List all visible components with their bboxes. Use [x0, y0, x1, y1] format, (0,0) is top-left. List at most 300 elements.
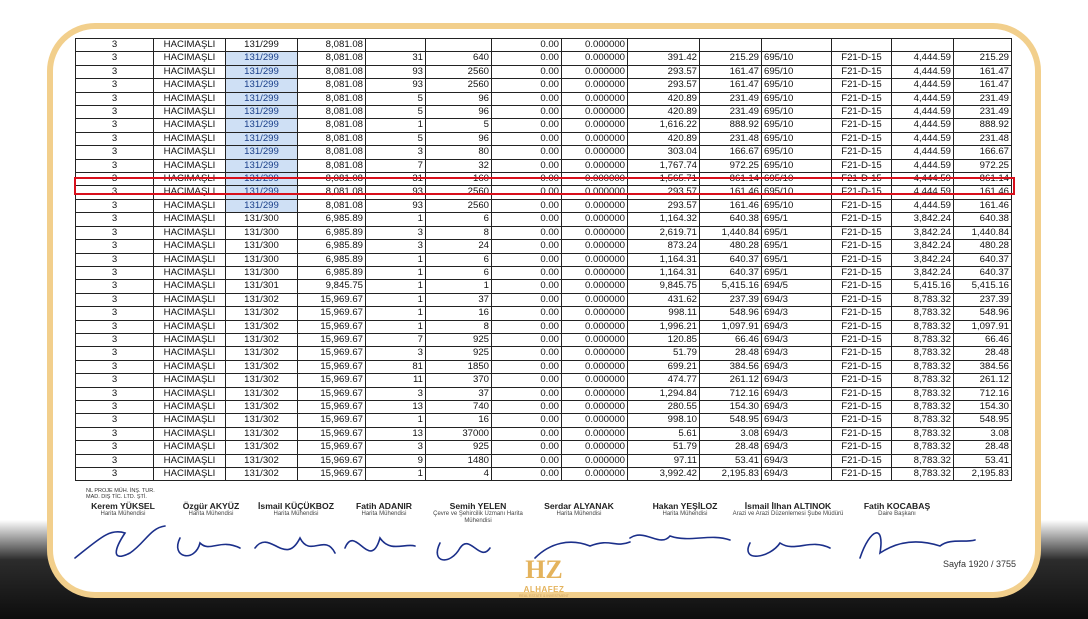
table-cell: 0.00	[492, 79, 562, 92]
table-cell: 0.000000	[562, 240, 628, 253]
table-cell: HACIMAŞLI	[154, 92, 226, 105]
table-cell: 548.96	[700, 307, 762, 320]
table-cell: 8,783.32	[892, 454, 954, 467]
table-cell: 131/302	[226, 347, 298, 360]
table-cell: F21-D-15	[832, 146, 892, 159]
table-cell: F21-D-15	[832, 320, 892, 333]
table-cell: 81	[366, 360, 426, 373]
table-row	[76, 106, 1012, 119]
table-cell: 120.85	[628, 333, 700, 346]
table-cell: 3	[76, 213, 154, 226]
table-cell: 1,996.21	[628, 320, 700, 333]
table-cell: HACIMAŞLI	[154, 280, 226, 293]
table-cell: 0.00	[492, 280, 562, 293]
signer: Fatih KOCABAŞ Daire Başkanı	[863, 501, 931, 517]
table-cell: 5	[366, 106, 426, 119]
table-cell: 640.38	[700, 213, 762, 226]
table-cell: 6,985.89	[298, 226, 366, 239]
table-cell: 131/302	[226, 387, 298, 400]
table-cell: 161.46	[700, 186, 762, 199]
table-row	[76, 360, 1012, 373]
table-cell: 2560	[426, 65, 492, 78]
table-cell: 51.79	[628, 347, 700, 360]
table-cell: 7	[366, 159, 426, 172]
table-cell: 15,969.67	[298, 347, 366, 360]
table-cell: 1	[366, 468, 426, 481]
table-cell: 0.00	[492, 454, 562, 467]
table-cell: 28.48	[954, 347, 1012, 360]
table-cell: 53.41	[700, 454, 762, 467]
table-cell: 3	[76, 320, 154, 333]
table-row	[76, 79, 1012, 92]
table-row-partial	[76, 39, 1012, 52]
table-row	[76, 441, 1012, 454]
table-cell: 15,969.67	[298, 427, 366, 440]
table-cell: 695/1	[762, 226, 832, 239]
table-cell: 93	[366, 65, 426, 78]
table-cell: 4,444.59	[892, 119, 954, 132]
table-cell: 6	[426, 213, 492, 226]
table-cell: 0.00	[492, 293, 562, 306]
table-cell: F21-D-15	[832, 52, 892, 65]
table-cell: HACIMAŞLI	[154, 427, 226, 440]
table-cell: 2560	[426, 199, 492, 212]
table-cell: 28.48	[954, 441, 1012, 454]
table-cell: 280.55	[628, 400, 700, 413]
table-cell: 0.000000	[562, 454, 628, 467]
table-cell: 6,985.89	[298, 266, 366, 279]
table-cell: 8,081.08	[298, 132, 366, 145]
table-cell: F21-D-15	[832, 454, 892, 467]
table-cell: 8,783.32	[892, 387, 954, 400]
table-cell: 15,969.67	[298, 441, 366, 454]
table-cell: 261.12	[954, 374, 1012, 387]
table-cell: 4,444.59	[892, 106, 954, 119]
table-cell: 1	[366, 253, 426, 266]
table-cell: 3	[76, 293, 154, 306]
table-row	[76, 333, 1012, 346]
table-row	[76, 280, 1012, 293]
signature-stroke	[345, 538, 415, 551]
table-cell: 131/300	[226, 213, 298, 226]
table-cell: 861.14	[954, 173, 1012, 186]
table-cell: 3	[76, 427, 154, 440]
table-cell: 0.000000	[562, 119, 628, 132]
table-cell: 15,969.67	[298, 400, 366, 413]
table-cell: 5,415.16	[700, 280, 762, 293]
table-cell: 695/1	[762, 253, 832, 266]
table-cell	[426, 39, 492, 52]
table-cell: HACIMAŞLI	[154, 414, 226, 427]
table-cell: 740	[426, 400, 492, 413]
table-cell: 925	[426, 347, 492, 360]
table-cell: HACIMAŞLI	[154, 253, 226, 266]
table-cell: 8,783.32	[892, 441, 954, 454]
table-cell: 131/300	[226, 266, 298, 279]
table-cell: 0.000000	[562, 427, 628, 440]
signature-stroke	[75, 526, 165, 558]
table-cell: 0.000000	[562, 387, 628, 400]
table-cell: 694/5	[762, 280, 832, 293]
table-cell: HACIMAŞLI	[154, 293, 226, 306]
table-cell: 4,444.59	[892, 132, 954, 145]
table-cell: 161.47	[700, 79, 762, 92]
table-cell: 131/300	[226, 240, 298, 253]
table-cell: F21-D-15	[832, 173, 892, 186]
table-cell: 0.000000	[562, 307, 628, 320]
table-cell: 231.48	[954, 132, 1012, 145]
document-sheet	[75, 38, 1013, 481]
table-row	[76, 240, 1012, 253]
table-cell: 231.49	[700, 106, 762, 119]
table-cell: 37000	[426, 427, 492, 440]
table-cell: 4,444.59	[892, 79, 954, 92]
table-cell: 131/300	[226, 253, 298, 266]
table-cell: 0.000000	[562, 414, 628, 427]
table-cell: 3.08	[954, 427, 1012, 440]
table-cell: 15,969.67	[298, 333, 366, 346]
table-cell: 1850	[426, 360, 492, 373]
table-cell: 15,969.67	[298, 293, 366, 306]
table-cell: 1	[366, 280, 426, 293]
table-cell: F21-D-15	[832, 307, 892, 320]
table-row	[76, 159, 1012, 172]
table-cell: 0.00	[492, 374, 562, 387]
table-row	[76, 132, 1012, 145]
table-cell: 0.000000	[562, 199, 628, 212]
signature-stroke	[748, 543, 830, 556]
table-cell: HACIMAŞLI	[154, 374, 226, 387]
table-cell: 15,969.67	[298, 320, 366, 333]
table-row	[76, 213, 1012, 226]
table-cell: F21-D-15	[832, 119, 892, 132]
table-cell: 925	[426, 441, 492, 454]
table-cell: 0.000000	[562, 253, 628, 266]
table-cell: 3	[366, 441, 426, 454]
table-cell: 370	[426, 374, 492, 387]
table-cell: 4,444.59	[892, 65, 954, 78]
table-cell: 15,969.67	[298, 360, 366, 373]
table-cell: 0.00	[492, 132, 562, 145]
table-cell: 96	[426, 106, 492, 119]
table-cell: 0.000000	[562, 132, 628, 145]
table-cell: 237.39	[700, 293, 762, 306]
table-cell: 1,440.84	[954, 226, 1012, 239]
table-cell: 131/299	[226, 199, 298, 212]
logo-mark: HZ	[525, 555, 563, 584]
table-cell	[700, 39, 762, 52]
parcel-table	[75, 38, 1012, 481]
table-cell: HACIMAŞLI	[154, 159, 226, 172]
table-cell: 0.00	[492, 468, 562, 481]
table-cell: 640.37	[954, 253, 1012, 266]
table-row	[76, 92, 1012, 105]
table-cell: 0.00	[492, 39, 562, 52]
table-cell: 293.57	[628, 65, 700, 78]
table-cell: 1	[366, 213, 426, 226]
table-cell: 8,783.32	[892, 347, 954, 360]
table-cell	[954, 39, 1012, 52]
table-cell: 384.56	[954, 360, 1012, 373]
table-cell: 1,767.74	[628, 159, 700, 172]
table-cell: 66.46	[700, 333, 762, 346]
table-cell: F21-D-15	[832, 347, 892, 360]
table-cell: 3	[76, 79, 154, 92]
table-cell: 161.46	[954, 186, 1012, 199]
table-cell: 888.92	[700, 119, 762, 132]
table-cell: 131/301	[226, 280, 298, 293]
table-row	[76, 186, 1012, 199]
table-cell: 131/302	[226, 441, 298, 454]
table-cell: 0.000000	[562, 360, 628, 373]
signature-stroke	[437, 543, 490, 560]
table-cell: 0.000000	[562, 293, 628, 306]
table-cell: 8,783.32	[892, 360, 954, 373]
table-cell: 3	[76, 307, 154, 320]
table-cell: 0.00	[492, 159, 562, 172]
table-cell: F21-D-15	[832, 441, 892, 454]
table-cell: 131/302	[226, 400, 298, 413]
table-cell: 695/10	[762, 65, 832, 78]
table-cell: 1480	[426, 454, 492, 467]
table-cell: 3	[76, 347, 154, 360]
table-row	[76, 347, 1012, 360]
table-cell: 0.000000	[562, 65, 628, 78]
table-cell: 3	[76, 374, 154, 387]
table-cell: 3	[76, 65, 154, 78]
signer: Semih YELEN Çevre ve Şehircilik Uzmanı Harita Mühendisi	[433, 501, 523, 524]
table-cell: 131/302	[226, 307, 298, 320]
table-cell: HACIMAŞLI	[154, 347, 226, 360]
table-cell: F21-D-15	[832, 427, 892, 440]
table-row	[76, 400, 1012, 413]
table-cell: 3	[76, 92, 154, 105]
table-cell: 0.000000	[562, 106, 628, 119]
table-cell: F21-D-15	[832, 266, 892, 279]
table-cell: 1,164.32	[628, 213, 700, 226]
table-cell: 80	[426, 146, 492, 159]
table-cell: 7	[366, 333, 426, 346]
table-cell: 131/299	[226, 92, 298, 105]
table-cell: 925	[426, 333, 492, 346]
table-row	[76, 293, 1012, 306]
table-cell: 695/10	[762, 92, 832, 105]
table-cell: 0.00	[492, 106, 562, 119]
table-cell: 998.11	[628, 307, 700, 320]
table-cell: 0.000000	[562, 320, 628, 333]
logo-brand: ALHAFEZ	[523, 585, 565, 594]
table-row	[76, 374, 1012, 387]
table-cell: 231.48	[700, 132, 762, 145]
table-cell: 694/3	[762, 320, 832, 333]
table-cell: 4,444.59	[892, 199, 954, 212]
table-cell: 0.00	[492, 146, 562, 159]
table-cell: F21-D-15	[832, 387, 892, 400]
table-cell: 3	[76, 106, 154, 119]
table-cell: 161.47	[700, 65, 762, 78]
table-cell: 131/302	[226, 320, 298, 333]
table-cell: 15,969.67	[298, 468, 366, 481]
table-cell: 3	[76, 159, 154, 172]
table-cell: 5,415.16	[954, 280, 1012, 293]
table-cell: 0.00	[492, 427, 562, 440]
table-cell: 131/299	[226, 186, 298, 199]
table-cell: 694/3	[762, 414, 832, 427]
table-cell: 0.00	[492, 333, 562, 346]
signature-stroke	[630, 535, 730, 540]
table-cell: 1	[366, 293, 426, 306]
table-cell: 0.00	[492, 414, 562, 427]
table-cell: 0.000000	[562, 280, 628, 293]
table-cell: 15,969.67	[298, 454, 366, 467]
page-number: Sayfa 1920 / 3755	[943, 559, 1017, 569]
table-cell: 131/302	[226, 374, 298, 387]
table-cell: HACIMAŞLI	[154, 173, 226, 186]
table-cell: 1,097.91	[700, 320, 762, 333]
table-cell: 0.00	[492, 441, 562, 454]
table-cell: 93	[366, 79, 426, 92]
table-cell: 0.000000	[562, 400, 628, 413]
table-cell: 694/3	[762, 333, 832, 346]
table-cell: F21-D-15	[832, 360, 892, 373]
signature-stroke	[255, 538, 335, 553]
table-cell: 3,842.24	[892, 253, 954, 266]
table-cell: 3,992.42	[628, 468, 700, 481]
table-cell: F21-D-15	[832, 253, 892, 266]
table-cell: 3	[366, 347, 426, 360]
table-cell: 3	[76, 199, 154, 212]
table-cell: 0.000000	[562, 213, 628, 226]
table-cell: 0.00	[492, 186, 562, 199]
table-cell: HACIMAŞLI	[154, 240, 226, 253]
table-cell: 0.00	[492, 226, 562, 239]
table-cell: F21-D-15	[832, 186, 892, 199]
table-cell: F21-D-15	[832, 132, 892, 145]
table-cell: 4,444.59	[892, 173, 954, 186]
table-cell: 640.37	[954, 266, 1012, 279]
table-cell: 1	[366, 307, 426, 320]
table-cell: 8,783.32	[892, 427, 954, 440]
table-cell: HACIMAŞLI	[154, 79, 226, 92]
table-cell: 3	[366, 226, 426, 239]
table-cell: 8,081.08	[298, 146, 366, 159]
table-cell: 694/3	[762, 374, 832, 387]
table-cell: 2,195.83	[954, 468, 1012, 481]
table-cell: 0.00	[492, 400, 562, 413]
table-row	[76, 320, 1012, 333]
table-cell: 8,783.32	[892, 333, 954, 346]
table-cell: 695/10	[762, 52, 832, 65]
table-cell: 131/302	[226, 468, 298, 481]
table-cell: 66.46	[954, 333, 1012, 346]
table-cell: 640.38	[954, 213, 1012, 226]
table-cell: 0.000000	[562, 146, 628, 159]
table-cell: HACIMAŞLI	[154, 132, 226, 145]
table-cell: 0.00	[492, 213, 562, 226]
table-cell	[628, 39, 700, 52]
table-cell: 3	[76, 387, 154, 400]
signer: İsmail KÜÇÜKBOZ Harita Mühendisi	[258, 501, 334, 517]
table-cell: 3	[366, 146, 426, 159]
table-row	[76, 414, 1012, 427]
table-cell: 1	[366, 119, 426, 132]
table-cell: 15,969.67	[298, 307, 366, 320]
table-cell: 231.49	[954, 106, 1012, 119]
table-cell: 2560	[426, 79, 492, 92]
table-cell: F21-D-15	[832, 226, 892, 239]
table-row	[76, 253, 1012, 266]
table-cell: 231.49	[954, 92, 1012, 105]
table-cell: 293.57	[628, 79, 700, 92]
table-cell: 2560	[426, 186, 492, 199]
table-cell: 131/299	[226, 119, 298, 132]
table-cell: HACIMAŞLI	[154, 454, 226, 467]
table-cell: 1,565.71	[628, 173, 700, 186]
table-cell: HACIMAŞLI	[154, 213, 226, 226]
table-cell: 8,081.08	[298, 65, 366, 78]
table-cell: 694/3	[762, 468, 832, 481]
table-cell: 161.46	[954, 199, 1012, 212]
table-cell: 0.00	[492, 347, 562, 360]
table-cell: 998.10	[628, 414, 700, 427]
table-cell: 474.77	[628, 374, 700, 387]
table-cell: HACIMAŞLI	[154, 146, 226, 159]
signer: Serdar ALYANAK Harita Mühendisi	[544, 501, 614, 517]
table-cell: 9,845.75	[628, 280, 700, 293]
table-cell: 699.21	[628, 360, 700, 373]
signer: İsmail İlhan ALTINOK Arazi ve Arazi Düzenlemesi Şube Müdürü	[732, 501, 844, 517]
table-cell: 16	[426, 414, 492, 427]
table-cell: 0.000000	[562, 374, 628, 387]
table-cell: 695/1	[762, 240, 832, 253]
table-cell: 131/302	[226, 333, 298, 346]
table-cell: 3	[76, 39, 154, 52]
table-cell: 4,444.59	[892, 146, 954, 159]
table-cell: 5	[366, 132, 426, 145]
table-cell: F21-D-15	[832, 199, 892, 212]
table-cell: 548.95	[954, 414, 1012, 427]
table-cell: 161.47	[954, 65, 1012, 78]
table-cell: 28.48	[700, 441, 762, 454]
table-cell: 391.42	[628, 52, 700, 65]
table-cell: 15,969.67	[298, 414, 366, 427]
table-cell: 695/1	[762, 266, 832, 279]
table-cell: F21-D-15	[832, 92, 892, 105]
table-cell: 4,444.59	[892, 92, 954, 105]
table-cell: 0.000000	[562, 186, 628, 199]
table-cell: 972.25	[700, 159, 762, 172]
table-cell: 8	[426, 320, 492, 333]
table-cell: 4,444.59	[892, 186, 954, 199]
table-cell: 0.00	[492, 320, 562, 333]
table-cell: 0.000000	[562, 226, 628, 239]
table-cell: 694/3	[762, 441, 832, 454]
table-cell: HACIMAŞLI	[154, 52, 226, 65]
table-cell: 8,783.32	[892, 293, 954, 306]
table-cell: 420.89	[628, 106, 700, 119]
table-cell: 293.57	[628, 186, 700, 199]
table-cell: HACIMAŞLI	[154, 307, 226, 320]
table-cell: 3	[366, 240, 426, 253]
table-cell: 131/302	[226, 293, 298, 306]
table-cell: 3	[76, 468, 154, 481]
table-cell: 480.28	[700, 240, 762, 253]
table-cell: 0.000000	[562, 52, 628, 65]
table-cell: 0.00	[492, 266, 562, 279]
table-cell: 712.16	[954, 387, 1012, 400]
table-cell: 1	[426, 280, 492, 293]
table-cell: 3	[76, 454, 154, 467]
